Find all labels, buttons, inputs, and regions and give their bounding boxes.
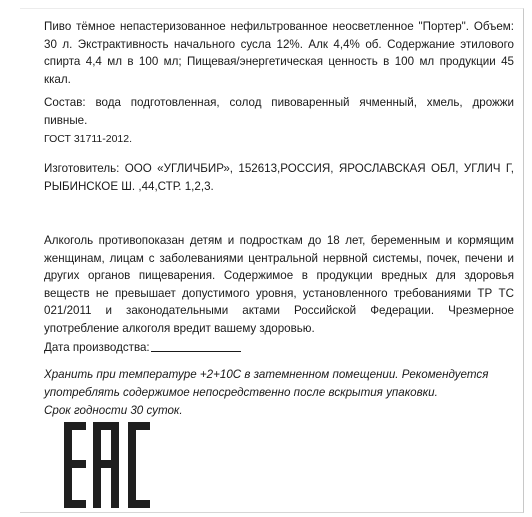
manufacturer-text: Изготовитель: ООО «УГЛИЧБИР», 152613,РОССИЯ, ЯРОСЛАВСКАЯ ОБЛ, УГЛИЧ Г, РЫБИНСКОЕ Ш. ,44,СТР. 1,2,3. [44, 162, 514, 193]
storage-text: Хранить при температуре +2+10С в затемненном помещении. Рекомендуется употреблять содержимое непосредственно после вскрытия упаковки. [44, 368, 489, 399]
eac-mark-icon [64, 422, 150, 508]
production-date-field [151, 340, 241, 352]
production-date-label: Дата производства: [44, 341, 150, 354]
standard-text: ГОСТ 31711-2012. [44, 133, 133, 145]
product-description: Пиво тёмное непастеризованное нефильтрованное неосветленное "Портер". Объем: 30 л. Экстрактивность начального сусла 12%. Алк 4,4% об. Содержание этилового спирта 4,4 мл в 100 мл; Пищевая/энергетическая ценность в 100 мл продукции 45 ккал. [44, 20, 514, 86]
health-warning: Алкоголь противопоказан детям и подросткам до 18 лет, беременным и кормящим женщинам, лицам с заболеваниями центральной нервной системы, почек, печени и других органов пищеварения. Содержимое в продукции вредных для здоровья веществ не превышает допустимого уровня, установленного требованиями ТР ТС 021/2011 и законодательными актами Российской Федерации. Чрезмерное употребление алкоголя вредит вашему здоровью. [44, 234, 514, 335]
production-date-row [44, 339, 514, 357]
shelf-life-text: Срок годности 30 суток. [44, 404, 183, 417]
composition-text: Состав: вода подготовленная, солод пивоваренный ячменный, хмель, дрожжи пивные. [44, 96, 514, 127]
